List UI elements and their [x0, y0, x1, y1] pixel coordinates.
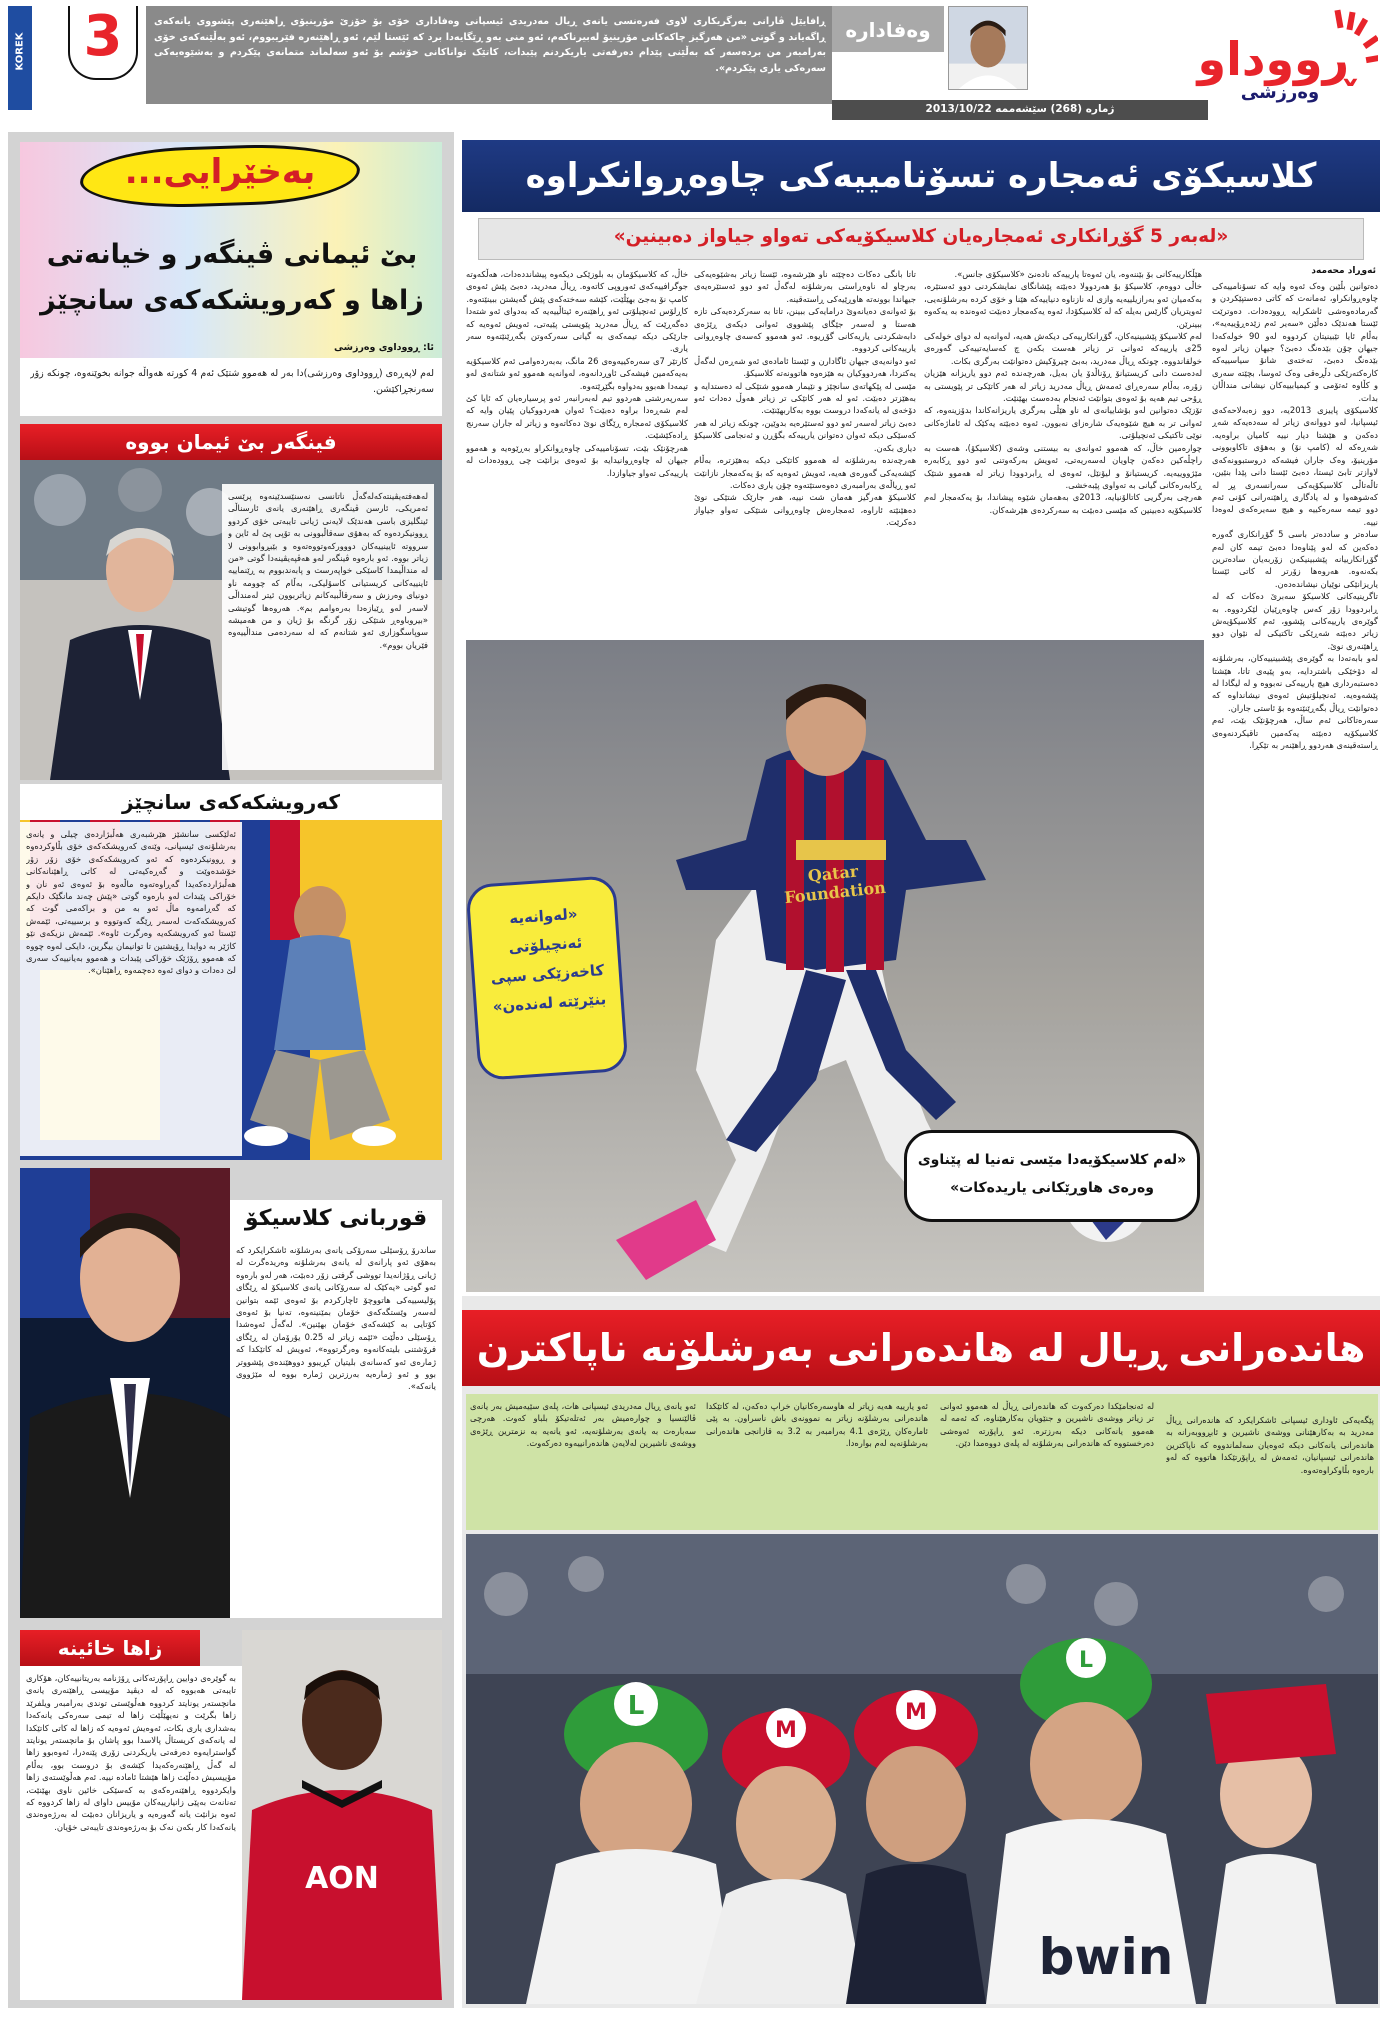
masthead-title: ڕووداو — [1197, 32, 1354, 86]
svg-text:L: L — [627, 1691, 645, 1721]
issue-info: ژمارە (268) سێشەممە 2013/10/22 — [925, 103, 1115, 115]
wenger-text: لەهەفتەیڤینتەکەلەگەڵ ناتانسی نەسنێسدێینەوە پرێسی ئەمریکی، ئارسن ڤینگەری ڕاهێنەری یانەی ئارسناڵی ئینگلیزی باسی هەندێک لایەنی ژیانی تایبەتی خۆی کردوو ڕوونیکردەوە کە بەهۆی سەقاڵبوونی بە تۆپی پێ لە ئاین و سرووتە ئایینییەکان دووورکەوتووەتەوە و بێبڕوابوونی لا زیاتر بووە. ئەو بارەوە ڤینگەر لەو هەڤپەیڤینەدا گوتی «من لە منداڵیمدا کاسێکی خواپەرست و پابەندبووم بە ڕێنماییە ئاینییەکانی کریستیانی کاسۆلیکی، بەڵام کە چوومە ناو دونیای وەرزش و سەرقاڵبیەکانم زیاتربوون ئیتر لەمنداڵی لاسەر لەو ڕێبازەدا بەرەوامم بم». هەروەها گوتیشی «بیروباوەڕ شتێکی زۆر گرنگە بۆ ژیان و من هەمیشە سوپاسگوزاری ئەو شتانەم کە لە سەردەمی منداڵییەوە فێریان بووم». — [228, 491, 428, 650]
section-title-rosell: قوربانی کلاسیکۆ — [244, 1206, 428, 1231]
rosell-text: ساندرۆ ڕۆسێلی سەرۆکی یانەی بەرشلۆنە ئاشکرایکرد کە بەهۆی ئەو پارانەی لە یانەی بەرشلۆنە وەریدەگرت لە ژیانی ڕۆژانەیدا تووشی گرفتی زۆر دەبێت، هەر لەو بارەوە ئەو گوتی «یەکێک لە سەرۆکانی یانەی کلاسیکۆ لە ڕێگای پۆلیسییەکی هاتووچۆ ئاچارکردم بۆ ئەوەی ئێمە بتوانین لەسەر وێستگەکەی خۆمان بمێنینەوە، تەنیا بۆ ئەوەی کۆتایی بە کێشەکەی خۆمان بهێنین». لەگەڵ ئەوەشدا ڕۆسێلی دەڵێت «ئێمە زیاتر لە 0.25 یۆرۆمان لە ڕێگای فرۆشتنی بلیتەکانەوە وەرگرتووە»، ئەویش لە کاتێکدا کە ژمارەی ئەو کەسانەی بلیتیان کڕیبوو دووهێندەی پێشووتر بوو و ئەو ژمارەیە بەرزترین ژمارە بووە لە مێژووی یانەکە». — [236, 1245, 436, 1392]
quote-yellow: «لەوانەیە ئەنچیلۆتی کاخەزێکی سپی بنێرێتە لەندەن» — [490, 904, 607, 1016]
left-intro: لەم لاپەڕەی (ڕووداوی وەرزشی)دا بەر لە هەموو شتێک ئەم 4 کورتە هەواڵە جوانە بخوێنەوە، چونکە زۆر سەرنجڕاکێشن. — [30, 368, 434, 395]
left-byline: ئا: ڕووداوی وەرزشی — [334, 342, 434, 353]
main-headline: کلاسیکۆی ئەمجارە تسۆنامییەکی چاوەڕوانکراوە — [462, 140, 1380, 212]
welcome-text: بەخێرایی... — [124, 152, 316, 192]
rosell-photo — [20, 1168, 230, 1618]
bottom-col2: لە ئەنجامێکدا دەرکەوت کە هاندەرانی ڕیاڵ لە هەموو ئەوانی تر زیاتر ووشەی ناشیرین و جنێویان بەکارهێناوە، کە ئەمە لە هەموو یانەکانی دیکە بەرزترە. ئەو ڕاپۆرتە ئەوەشی دەرخستووە کە هاندەرانی بەرشلۆنە لە پلەی دووەمدا دێن. — [940, 1401, 1154, 1449]
section-title-zaha: زاها خائینە — [20, 1630, 200, 1666]
header-section-title-text: وەفادارە — [845, 18, 931, 42]
sponsor-logo: KOREK — [14, 32, 26, 71]
main-col1: دەتوانین بڵێین وەک ئەوە وایە کە تسۆنامییەکی چاوەڕوانکراو، ئەمانەت کە کاتی دەستپێکردن و گەرمادەوەشی ئاشکرایە ڕوودەدات. دەوترێت ئێستا هەندێک دەڵێن «سەیر ئەم زێدەڕۆییەیە»، بەڵام ئایا تێبینیتان کردووە لەو 90 خولەکەدا جیهان چۆن بێدەنگ دەبێ؟ جیهان زیاتر لەوە بێدەنگ دەبێ، تەختەی شانۆ سیاسییەکە کارەکتەرێکی دڵڕەقی وەک ئەوسا، بچێتە سەری و کڵاوە ئەتۆمی و کیمیابییەکان نیشانی منداڵان بدات. کلاسیکۆی پاییزی 2013یە، دوو زەبەلاحەکەی ئیسپانیا، لەو دووانەی زیاتر لە سەدەیەکە شەڕ دەکەن و هێشتا دیار نییە کامیان براوەیە. شەڕەکە لە (کامپ نۆ) و بەهۆی تاکاوبوونی مۆرینیۆ، وەک جاران فیشەکە دروستبوونەکەی لاوازتر تابێ ئیستا، دەبێ ئێستا دانی پێدا بنێین، تاڵەتاڵی کلاسیکۆیەکی سەرانسەری پڕ لە کەشوهەوا و لە یادگاری ڕاهێنەرانی کۆنی ئەم دوو تیمە سەرەکییە و هیچ سەیرەکەی لەوەدا نییە. سادەتر و ساددەتر باسی 5 گۆڕانکاری گەورە دەکەین کە لەو پێناوەدا دەبێ تیمە کان لەم گۆڕانکارییانە پێشبینیکەن زۆربەیان سادەترین بکەنەوە. هەروەها زۆرتر لە کاتی ئێستا یاریزانێکی نوێیان نیشاندەدەن. تاگرینیەکانی کلاسیکۆ سەبرێ دەکات کە لە ڕابردوودا زۆر کەس چاوەڕێیان لێکردووە. بە گوێرەی یارییەکانی پێشوو، ئەم کلاسیکۆیەش زیاتر دەبێتە شەڕێکی تاکتیکی لە نێوان دوو ڕاهێنەری نوێ. لەو بابەتەدا بە گوێرەی پێشبینییەکان، بەرشلۆنە لە دۆخێکی باشتردایە، بەو پێیەی تاتا، هێشتا دەستبەرداری هیچ یارییەکی نەبووە و لە لیگادا لە پێشەوەیە. ئەنچیلۆتیش ئەوەی نیشانداوە کە دەتوانێت ڕیاڵ بگەڕێنێتەوە بۆ ئاستی جاران. سەرەتاکانی ئەم ساڵ، هەرچۆنێک بێت، ئەم کلاسیکۆیە دەبێتە یەکەمین تاقیکردنەوەی ڕاستەقینەی هەردوو ڕاهێنەر بە تێکڕا. — [1212, 281, 1378, 751]
bottom-col3: ئەو یارییە هەیە زیاتر لە هاوسەرەکانیان خراپ دەکەن، لە کاتێکدا هاندەرانی بەرشلۆنە زیاتر بە نموونەی باش ناسراون. بە پێی ئامارەکان ڕێژەی 4.1 بەرامبەر بە 3.2 بە قازانجی هاندەرانی بەرشلۆنەیە لەم بوارەدا. — [706, 1401, 928, 1449]
fans-photo — [466, 1534, 1378, 2004]
svg-text:M: M — [905, 1700, 927, 1725]
masthead-logo — [1197, 8, 1378, 112]
bottom-col4: ئەو یانەی ڕیال مەدریدی ئیسپانی هات، پلەی سێیەمیش بەر یانەی ڤالێنسیا و چوارەمیش بەر ئەتلەتیکۆ بلباو کەوت. هەرچی سەبارەت بە یانەی بەرشلۆنەیە، ئەو یانەیە بە نزمترین ڕێژەی ووشەی ناشیرین لەلایەن هاندەرانییەوە دەرکەوت. — [470, 1401, 696, 1449]
header-player-photo — [948, 6, 1028, 90]
quote-white: «لەم کلاسیکۆیەدا مێسی تەنیا لە پێناوی وەرەی هاوڕێکانی یاریدەکات» — [917, 1152, 1187, 1196]
left-headline: بێ ئیمانی ڤینگەر و خیانەتی زاها و کەرویشکەکەی سانچێز — [40, 239, 424, 316]
zaha-text: بە گوێرەی دوایین ڕاپۆرتەکانی ڕۆژنامە بەریتانییەکان، هۆکاری تایبەتی هەبووە کە لە دیڤید مۆییسی ڕاهێنەری یانەی مانچستەر یونایتد کردووە هەڵوێستی توندی بەرامبەر ویلفرێد زاها بگرێت و نەیهێڵێت زاها لە تیمی سەرەکی یانەکەدا بەشداری یاری بکات، ئەوەیش ئەوەیە کە زاها لە کاتی کاتێکدا لە یانەکەی کریستاڵ پالاسدا بوو پاشان بۆ مانچستەر یونایتد گواسترایەوە دەرفەتی یاریکردنی زۆری پێنەدرا، ئەوەبوو زاها لە گەڵ ڕاهێنەرەکەیدا کێشەی بۆ دروست بوو، بەڵام مۆییسیش دەڵێت زاها هێشتا ئامادە نییە. ئەم هەڵوێستەی زاها وایکردووە ڕاهێنەرەکەی بە کەسێکی خائین ناوی بهێنێت، تەنانەت بەپێی زانیارییەکان مۆییس داوای لە زاها کردووە کە ئەوە بزانێت یانە گەورەیە و یاریزانان دەبێت لە بەرژەوەندی یانەکەدا کار بکەن نەک بۆ بەرژەوەندی تایبەتی خۆیان. — [26, 1673, 236, 1832]
page-number: 3 — [83, 4, 123, 69]
masthead-subtitle: وەرزشی — [1240, 82, 1320, 103]
header-quote: ڕافایێل ڤارانی بەرگریکاری لاوی فەرەنسی یانەی ڕیال مەدریدی ئیسپانی وەفاداری خۆی بۆ خۆزێ مۆرینیۆی ڕاهێنەری پێشووی یانەکەی ڕاگەیاند و گوتی «من هەرگیز چاکەکانی مۆرینیۆ لەبیرناکەم، ئەو منی بەو ڕێگایەدا برد کە ئێستا لێم، ئەو ڕاهێنەرە فێریبووم، ئەو بەڵێنەکەی خۆی بەرامبەر من بردەسەر کە بەڵێنی پێدام دەرفەتی یاریکردنم پێبدات، کاتێک تواناکانی خۆشم بۆ ئەو سەلماند متمانەی پێکردم و بەشێوەیەکی سەرەکی یاری پێکردم». — [154, 16, 826, 74]
bottom-col1: پێگەیەکی ئاوداری ئیسپانی ئاشکرایکرد کە هاندەرانی ڕیاڵ مەدرید بە بەکارهێنانی ووشەی ناشیرین و ئابڕووبەرانە بە هاندەرانی یانەکانی دیکە ئەوەیان سەلماندووە کە ناپاکترین هاندەرانی ئیسپانیان، ئەمەش لە ڕاپۆرتێکدا هاتووە کە لەو بارەوە بڵاوکراوەتەوە. — [1166, 1415, 1374, 1475]
photo-caption: Qatar Foundation — [783, 861, 887, 908]
sanchez-text: ئەلێکسی سانشێز هێرشبەری هەڵبژاردەی چیلی و یانەی بەرشلۆنەی ئیسپانی، وێنەی کەرویشکەکەی خۆی بڵاوکردەوە و ڕوونیکردەوە کە ئەو کەرویشکەکەی خۆی زۆر زۆر خۆشدەوێت و گەڕەکیەتی لە کاتی ڕاهێنانەکانی هەڵبژاردەکەیدا گەڕاوەتەوە ماڵەوە بۆ ئەوەی ئەو نان و خۆراکی پێبدات لەو بارەوە گوتی «پێش چەند مانگێک دایکم کە گەڕامەوە ماڵ ئەو بە من و براکەمی گوت کە کەرویشکەکەت لەسەر ڕێگە کەوتووە و برسییەتی، ئێمەش ئێستا ئەو کەرویشکەیە وەرگرت ئاوە». ئێمەش نزیکەی نێو کاژێر بە دوایدا ڕۆیشتین تا توانیمان بیگرین، دایکی لەوە چووە کە هەموو ڕۆژێک خۆراکی پێبدات و هەموو بەیانییەک سەری لێ دەدات و دوای ئەوە دەچمەوە ڕاهێنان». — [26, 829, 236, 976]
main-col3: تاتا بانگی دەکات دەچێتە ناو هێرشەوە، ئێستا زیاتر بەشێوەیەکی بەرچاو لە ناوەڕاستی بەرشلۆنە لەگەڵ ئەو دوو ئەستێرەیەی جیهاندا بوونەتە هاوڕێیەکی ڕاستەقینە. بۆ ئەوانەی دەیانەوێ درامایەکی ببینن، تاتا بە سەرکردەیەکی تازە هەستا و لەسەر جێگای پێشووی ئەوانی دیکەی ڕێژەی دابەشکردنی یاریەکانی گۆڕیوە. ئەو هەموو کەسەی چاوەڕوانی یارییەکانی کردووە. ئەو دوانەیەی جیهان ئاگادارن و ئێستا ئامادەی ئەو شەڕەن لەگەڵ یەکتردا، هەردووکیان بە هێزەوە هاتوونەتە کلاسیکۆ. مێسی لە پێکهاتەی سانچێز و نێیمار هەموو شتێکی لە دەستدایە و بەهێزتر دەبێت. ئەو لە هەر کاتێکی تر زیاتر هەوڵ دەدات ئەو دۆخەی لە یانەکەدا دروست بووە بەکاربهێنێت. دەبێ زیاتر لەسەر ئەو دوو ئەستێرەیە بدوێین، چونکە زیاتر لە هەر کەسێکی دیکە ئەوان دەتوانن یارییەکە بگۆڕن و ئەنجامی کلاسیکۆ دیاری بکەن. هەرچەندە بەرشلۆنە لە هەموو کاتێکی دیکە بەهێزترە، بەڵام کێشەیەکی گەورەی هەیە، ئەویش ئەوەیە کە بۆ یەکەمجار نازانێت ئەو ڕیاڵەی بەرامبەری دەوەستێتەوە چۆن یاری دەکات. کلاسیکۆ هەرگیز هەمان شت نییە، هەر جارێک شتێکی نوێ دەهێنێتە ئاراوە، ئەمجارەش چاوەڕوانی شتێکی تەواو جیاواز دەکرێت. — [694, 269, 916, 528]
main-subhead: «لەبەر 5 گۆڕانکاری ئەمجارەیان کلاسیکۆیەکی تەواو جیاواز دەبینین» — [613, 226, 1229, 247]
svg-text:L: L — [1078, 1648, 1094, 1673]
jersey-sponsor-icon: AON — [305, 1861, 379, 1896]
main-col4: خاڵ، کە کلاسیکۆمان بە بلوزێکی دیکەوە پیشانددەدات، هەڵکەوتە جوگرافییەکەی ئەوروپی کاتەوە. ڕیاڵ مەدرید، دەبێ پێش ئەوەی کامپ نۆ بەجێ بهێڵێت، کێشە سەختەکەی پێش گەیشتن ببینێتەوە. کاڕلۆس ئەنچیلۆتی ئەو ڕاهێنەرە ئیتاڵییەیە کە بەدوای ئەو شتەدا دەگەڕێت کە ڕیاڵ مەدرید پێویستی پێیەتی، ئەویش ئەوەیە کە جارێکی دیکە تیمەکەی بە گیانی سەرکەوتن بگەڕێنێتەوە سەر یاری. کارتێر 7ی سەرەکییەوەی 26 مانگ، بەبەردەوامی ئەم کلاسیکۆیە بەیەکەمین فیشەکی ئاوڕدانەوە، لەوانەیە هەموو ئەو شتانەی لەو تیمەدا هەبوو بەدواوە بگێڕێتەوە. سەرپەرشتی هەردوو تیم لەبەرانبەر ئەو پرسیارەیان کە ئایا کێ لەم شەڕەدا براوە دەبێت؟ ئەوان هەردووکیان پێیان وایە کە کلاسیکۆی ئەمجارە ڕێگای نوێ دەکاتەوە و زیاتر لە جاران سەرنج ڕادەکێشێت. هەرچۆنێک بێت، تسۆنامییەکی چاوەڕوانکراو بەڕێوەیە و هەموو جیهان لە چاوەڕوانیدایە بۆ ئەوەی بزانێت چی ڕوودەدات لە یارییەکی تەواو جیاوازدا. — [466, 269, 688, 478]
svg-text:M: M — [775, 1718, 797, 1743]
main-byline: ئەوڕاد محەمەد — [1311, 266, 1376, 276]
section-title-sanchez: کەرویشکەکەی سانچێز — [20, 784, 442, 820]
bottom-headline: هاندەرانی ڕیال لە هاندەرانی بەرشلۆنە ناپاکترن — [462, 1310, 1380, 1386]
section-title-wenger: فینگەر بێ ئیمان بووە — [20, 424, 442, 460]
jersey-sponsor-icon: bwin — [1038, 1928, 1174, 1986]
main-col2: هێڵکارییەکانی بۆ بێننەوە، یان ئەوەتا یارییەکە نادەنێ «کلاسیکۆی جانس». خاڵی دووەم، کلاسیکۆ بۆ هەردوولا دەبێتە پێشانگای نمایشکردنی دوو ئەستێرە، بەکەمیان ئەو بەرازیلییەیە وازی لە نازناوە دنیاییەکە هێنا و خۆی کردە بەرشلۆنەیی، ئەویتریان گارێس بەیلە کە لە کلاسیکۆدا، ئەوە یەکەمجار دەبێت ئەوەندە بە یەکەوە ببینرێن. لەم کلاسیکۆ پێشبینیەکان، گۆڕانکارییەکی دیکەش هەیە، لەوانەیە لە دوای خولەکی 25ی یارییەکە ئەوانی تر زیاتر هەست بکەن چ کەسایەتییەکی گەورەی خولقاندووە. چونکە ڕیاڵ مەدرید، بەبێ چیرۆکیش دەتوانێت بەرگری بکات. لەدەست دانی کریستیانۆ ڕۆناڵدۆ یان بەیل، هەرچەندە ئەم دوو یاریزانە هێزیان زۆرە، بەڵام سەرەڕای ئەمەش ڕیاڵ مەدرید زیاتر لە هەر کاتێکی تر پێویستی بە ڕۆحی تیم هەیە بۆ ئەوەی بتوانێت ئەنجام بەدەست بهێنێت. تۆزێک دەتوانین لەو بۆشاییانەی لە ناو هێڵی بەرگری یاریزانەکاندا بدۆزینەوە، کە ئەوانی تر بە هیچ شێوەیەک شارەزای نەبوون. ئەوە دەبێتە یەکێک لە ئاماژەکانی نوێی تاکتیکی ئەنچیلۆتی. چوارەمین خاڵ، کە هەموو ئەوانەی بە بیستنی وشەی (کلاسیکۆ)، هەست بە راچڵەکین دەکەن چاویان لەسەریەتی، ئەویش بەرکەوتنی ئەو دوو ڕکابەرە مێژووییەیە. کریستیانۆ و لیۆنێل، ئەوەی لە ڕابردوودا زیاتر لە هەموو شتێک ڕکابەرەکانی گیانی بە تەواوی پێبەخشی. هەرچی بەرگریی کاتالۆنیایە، 2013ی بەهەمان شێوە پیشاندا، بۆ یەکەمجار لەم کلاسیکۆیە دەبینین کە مێسی دەبێت بە سەرکردەی هێرشەکان. — [924, 269, 1202, 515]
zaha-photo — [242, 1630, 442, 2000]
